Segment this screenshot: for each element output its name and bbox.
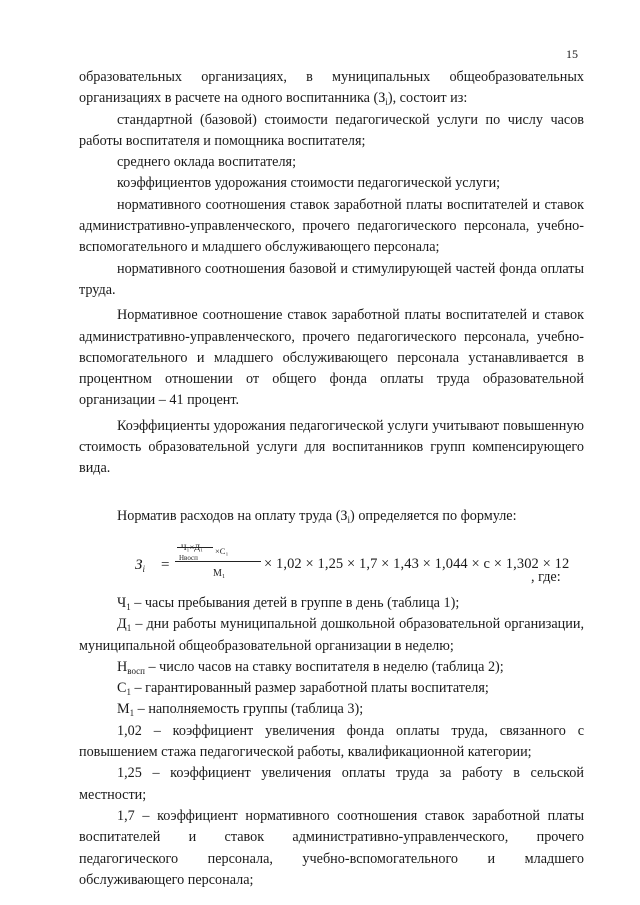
symbol: Н	[117, 658, 128, 675]
text: образовательных организациях, в муниципальных общеобразовательных организациях в расчете на одного воспитанника (З	[79, 69, 584, 107]
definition-m1	[79, 699, 584, 720]
paragraph-coefficients: Коэффициенты удорожания педагогической услуги учитывают повышенную стоимость образовательной услуги для воспитанников групп компенсирующего вида.	[79, 417, 584, 477]
symbol: М	[117, 701, 130, 718]
formula-lhs	[135, 555, 145, 576]
text: ), состоит из:	[387, 90, 468, 107]
subscript: i	[142, 563, 145, 574]
fraction-bar	[175, 561, 261, 562]
definition-ch1	[79, 593, 584, 614]
subscript: 1	[126, 601, 131, 612]
subscript: восп	[127, 665, 145, 676]
subscript: i	[385, 97, 388, 108]
list-item: коэффициентов удорожания стоимости педагогической услуги;	[117, 175, 501, 192]
definition-d1	[79, 614, 584, 657]
list-item: стандартной (базовой) стоимости педагогической услуги по числу часов работы воспитателя и помощника воспитателя;	[79, 111, 584, 149]
subscript: 1	[129, 708, 135, 719]
symbol: Ч	[117, 594, 127, 611]
formula-inner-denominator: Нвосп	[179, 553, 198, 562]
text: – гарантированный размер заработной платы воспитателя;	[134, 680, 489, 697]
formula-fraction	[175, 537, 255, 579]
paragraph-intro	[79, 67, 584, 110]
formula-symbol: З	[135, 556, 143, 573]
page-number: 15	[566, 47, 578, 61]
formula-inner-times: ×С₁	[215, 545, 229, 556]
paragraph-ratio: Нормативное соотношение ставок заработной платы воспитателей и ставок административно-управленческого, прочего педагогического персонала, учебно-вспомогательного и младшего обслуживающего персонала устанавливается в процентном отношении от общего фонда оплаты труда образовательной организации – 41 процент.	[79, 307, 584, 409]
formula-denominator: М₁	[213, 567, 226, 579]
subscript: i	[347, 514, 351, 525]
definition-1-25: 1,25 – коэффициент увеличения оплаты труда за работу в сельской местности;	[79, 765, 584, 803]
symbol: Д	[117, 616, 127, 633]
subscript: 1	[126, 623, 132, 634]
text: – дни работы муниципальной дошкольной образовательной организации, муниципальной общеобразовательной организации в неделю;	[79, 616, 584, 654]
list-item: нормативного соотношения базовой и стимулирующей частей фонда оплаты труда.	[79, 260, 584, 298]
page-body	[79, 67, 584, 891]
definition-s1	[79, 678, 584, 699]
text: Норматив расходов на оплату труда (З	[117, 507, 348, 524]
formula	[79, 535, 584, 593]
definition-1-7: 1,7 – коэффициент нормативного соотношения ставок заработной платы воспитателей и ставок административно-управленческого, прочего педагогического персонала, учебно-вспомогательного и младшего обслуживающего персонала;	[79, 807, 584, 888]
subscript: 1	[126, 687, 131, 698]
definition-nvosp	[79, 657, 584, 678]
paragraph-formula-intro	[79, 506, 584, 527]
list-item: среднего оклада воспитателя;	[117, 154, 297, 171]
text: – наполняемость группы (таблица 3);	[137, 701, 364, 718]
formula-inner-fraction	[175, 537, 255, 562]
symbol: С	[117, 680, 127, 697]
definition-1-02: 1,02 – коэффициент увеличения фонда оплаты труда, связанного с повышением стажа педагогической работы, квалификационной категории;	[79, 722, 584, 761]
text: – часы пребывания детей в группе в день (таблица 1);	[134, 594, 460, 611]
text: – число часов на ставку воспитателя в неделю (таблица 2);	[148, 658, 504, 675]
formula-equals: =	[161, 556, 170, 573]
text: ) определяется по формуле:	[350, 507, 517, 524]
list-item: нормативного соотношения ставок заработной платы воспитателей и ставок административно-управленческого, прочего педагогического персонала, учебно-вспомогательного и младшего обслуживающего персонала;	[79, 196, 584, 256]
formula-inner-numerator: Ч₁×Д₁	[181, 541, 204, 552]
formula-multipliers: × 1,02 × 1,25 × 1,7 × 1,43 × 1,044 × с × 1,302 × 12	[264, 555, 570, 572]
formula-where: , где:	[531, 568, 561, 585]
